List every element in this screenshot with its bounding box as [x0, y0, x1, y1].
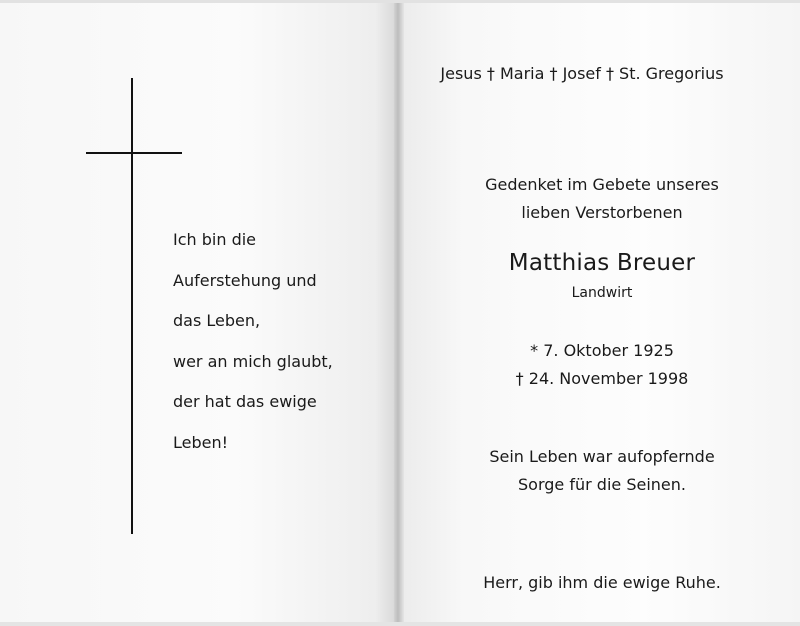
verse-line: das Leben,: [173, 311, 261, 330]
tribute-quote: [404, 443, 800, 499]
card-edge-bottom: [0, 622, 800, 626]
birth-date: * 7. Oktober 1925: [530, 341, 674, 360]
card-edge-top: [0, 0, 800, 3]
intro-line: lieben Verstorbenen: [521, 203, 683, 222]
right-page: [404, 0, 800, 626]
intro-line: Gedenket im Gebete unseres: [485, 175, 719, 194]
quote-line: Sorge für die Seinen.: [518, 475, 686, 494]
left-page: [0, 0, 395, 626]
verse-line: Leben!: [173, 432, 229, 452]
quote-line: Sein Leben war aufopfernde: [489, 447, 715, 466]
verse-line: Auferstehung und: [173, 270, 317, 290]
verse-line: der hat das ewige: [173, 392, 317, 411]
life-dates: [404, 337, 800, 393]
cross-icon-vertical-bar: [131, 78, 133, 534]
card-fold: [394, 0, 404, 626]
occupation: Landwirt: [571, 285, 633, 301]
saints-header: Jesus † Maria † Josef † St. Gregorius: [440, 64, 724, 83]
closing-prayer: Herr, gib ihm die ewige Ruhe.: [483, 573, 721, 592]
intro-text: [404, 171, 800, 227]
verse-line: wer an mich glaubt,: [173, 351, 333, 371]
verse-line: Ich bin die: [173, 230, 257, 249]
cross-icon-horizontal-bar: [86, 152, 182, 154]
death-date: † 24. November 1998: [515, 369, 689, 388]
deceased-name: Matthias Breuer: [508, 250, 696, 276]
bible-verse: [173, 220, 388, 463]
